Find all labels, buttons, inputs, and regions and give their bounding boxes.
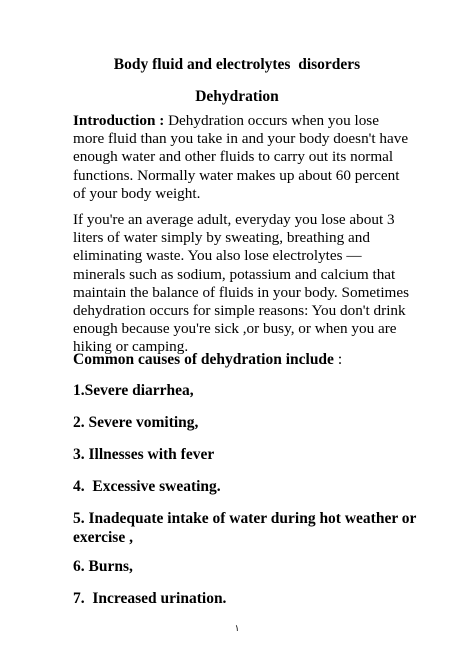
causes-heading-text: Common causes of dehydration include	[73, 351, 334, 368]
section-title: Dehydration	[195, 88, 279, 105]
intro-paragraph	[73, 112, 413, 203]
list-item: 6. Burns,	[73, 558, 133, 575]
causes-heading-suffix: :	[333, 351, 343, 368]
list-item: 1.Severe diarrhea,	[73, 382, 194, 399]
list-item: 3. Illnesses with fever	[73, 446, 215, 463]
list-item: 4. Excessive sweating.	[73, 478, 221, 495]
document-title: Body fluid and electrolytes disorders	[113, 56, 361, 73]
page-number: ١	[234, 623, 240, 633]
list-item: 7. Increased urination.	[73, 590, 227, 607]
body-paragraph: If you're an average adult, everyday you lose about 3 liters of water simply by sweating, breathing and eliminating waste. You also lose electrolytes — minerals such as sodium, potassium and calcium that maintain the balance of fluids in your body. Sometimes dehydration occurs for simple reasons: You don't drink enough because you're sick ,or busy, or when you are hiking or camping.	[73, 211, 410, 356]
causes-heading	[73, 350, 433, 370]
list-item: 2. Severe vomiting,	[73, 414, 199, 431]
intro-text: Dehydration occurs when you lose more fluid than you take in and your body doesn't have enough water and other fluids to carry out its normal functions. Normally water makes up about 60 percent of your body weight.	[73, 112, 409, 202]
intro-label: Introduction :	[73, 112, 165, 129]
list-item: 5. Inadequate intake of water during hot weather or exercise ,	[73, 510, 421, 546]
